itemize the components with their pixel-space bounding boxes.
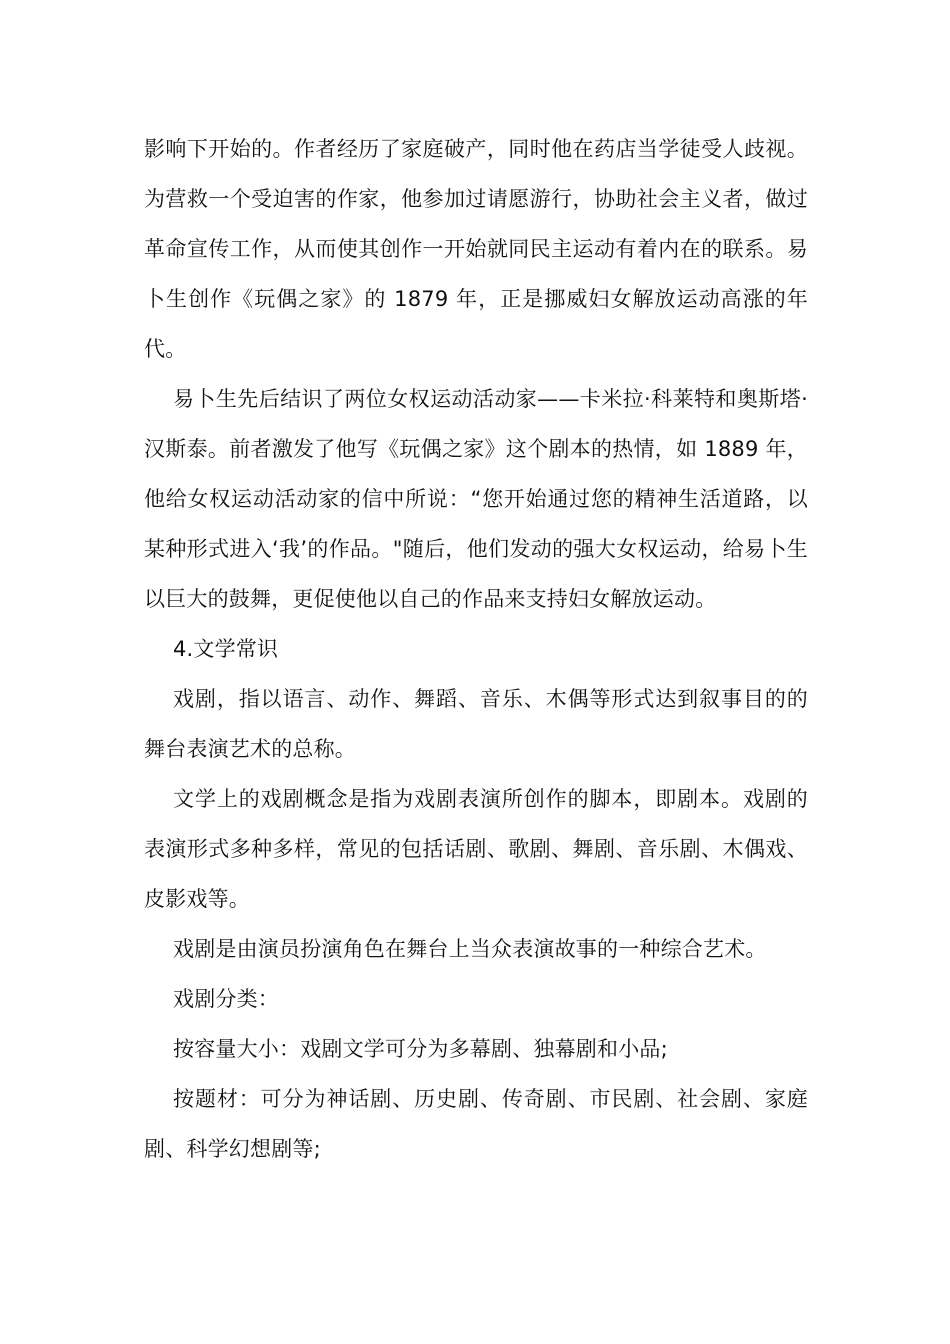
paragraph-continuation: 影响下开始的。作者经历了家庭破产，同时他在药店当学徒受人歧视。为营救一个受迫害的作家，他参加过请愿游行，协助社会主义者，做过革命宣传工作，从而使其创作一开始就同民主运动有着内在的联系。易卜生创作《玩偶之家》的 1879 年，正是挪威妇女解放运动高涨的年代。 <box>144 137 808 361</box>
paragraph-drama-art: 戏剧是由演员扮演角色在舞台上当众表演故事的一种综合艺术。 <box>173 937 767 961</box>
paragraph-drama-classification: 戏剧分类： <box>173 987 279 1011</box>
section-heading-literary-knowledge: 4.文学常识 <box>173 637 279 661</box>
paragraph-drama-script: 文学上的戏剧概念是指为戏剧表演所创作的脚本，即剧本。戏剧的表演形式多种多样，常见的包括话剧、歌剧、舞剧、音乐剧、木偶戏、皮影戏等。 <box>144 787 808 911</box>
paragraph-drama-definition: 戏剧，指以语言、动作、舞蹈、音乐、木偶等形式达到叙事目的的舞台表演艺术的总称。 <box>144 687 808 761</box>
paragraph-by-subject: 按题材：可分为神话剧、历史剧、传奇剧、市民剧、社会剧、家庭剧、科学幻想剧等; <box>144 1087 808 1161</box>
paragraph-by-capacity: 按容量大小：戏剧文学可分为多幕剧、独幕剧和小品; <box>173 1037 668 1061</box>
paragraph-feminist-activists: 易卜生先后结识了两位女权运动活动家——卡米拉·科莱特和奥斯塔·汉斯泰。前者激发了他写《玩偶之家》这个剧本的热情，如 1889 年，他给女权运动活动家的信中所说：“您开始通过您的精神生活道路，以某种形式进入‘我’的作品。"随后，他们发动的强大女权运动，给易卜生以巨大的鼓舞，更促使他以自己的作品来支持妇女解放运动。 <box>144 387 808 611</box>
document-body <box>144 124 808 1174</box>
